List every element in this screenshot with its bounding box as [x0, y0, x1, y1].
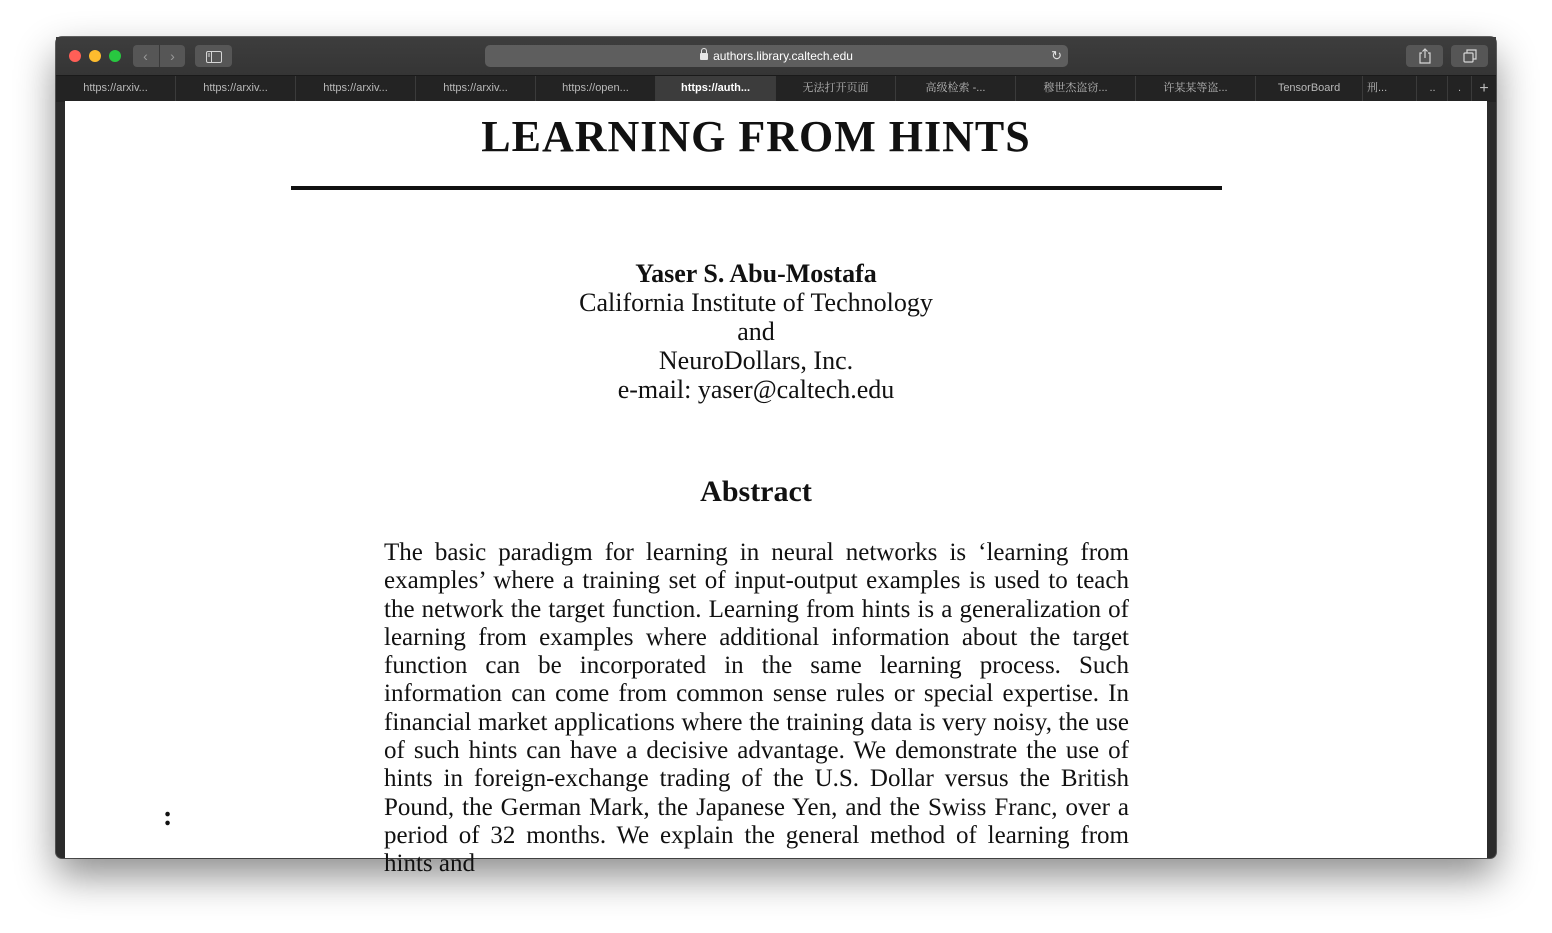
browser-window	[56, 37, 1496, 878]
chevron-right-icon: ›	[170, 48, 175, 64]
tab[interactable]	[1448, 76, 1472, 102]
back-button[interactable]	[133, 45, 158, 67]
forward-button[interactable]	[160, 45, 185, 67]
tab[interactable]	[1136, 76, 1256, 102]
abstract-heading: Abstract	[700, 475, 812, 508]
tab-label: .	[1457, 82, 1462, 94]
tabs-overview-icon	[1463, 49, 1477, 63]
tab-label: https://auth...	[680, 82, 751, 94]
tab[interactable]	[176, 76, 296, 102]
tab[interactable]	[296, 76, 416, 102]
title-bar	[56, 37, 1496, 75]
chevron-left-icon: ‹	[143, 48, 148, 64]
plus-icon: +	[1479, 80, 1489, 97]
address-bar[interactable]	[485, 45, 1068, 67]
affiliation-and: and	[737, 317, 775, 346]
tabs-overview-button[interactable]	[1451, 45, 1488, 67]
affiliation-caltech: California Institute of Technology	[579, 288, 933, 317]
paper-title: LEARNING FROM HINTS	[481, 112, 1031, 161]
tab-label: ..	[1429, 82, 1436, 94]
tab[interactable]	[1256, 76, 1363, 102]
abstract-text: The basic paradigm for learning in neural networks is ‘learning from examples’ where a training set of input-output examples is used to teach the network the target function. Learning from hints is a generalization of learning from examples where additional information about the target function can be incorporated in the same learning process. Such information can come from common sense rules or special expertise. In financial market applications where the training data is very noisy, the use of such hints can have a decisive advantage. We demonstrate the use of hints in foreign-exchange trading of the U.S. Dollar versus the British Pound, the German Mark, the Japanese Yen, and the Swiss Franc, over a period of 32 months. We explain the general method of learning from hints and	[384, 539, 1129, 878]
tab-label: https://arxiv...	[323, 82, 388, 94]
tab[interactable]	[1016, 76, 1136, 102]
tab[interactable]	[1418, 76, 1448, 102]
tab[interactable]	[896, 76, 1016, 102]
tab-active[interactable]	[656, 76, 776, 102]
sidebar-icon	[206, 51, 222, 63]
title-rule	[291, 186, 1222, 190]
author-block	[65, 259, 1447, 404]
tab-bar	[56, 75, 1496, 102]
tab[interactable]	[56, 76, 176, 102]
tab[interactable]	[416, 76, 536, 102]
tab-label: 许某某等盗...	[1163, 82, 1228, 94]
tab-label: 刑...	[1367, 82, 1388, 94]
tab-label: https://arxiv...	[203, 82, 268, 94]
new-tab-button[interactable]	[1471, 76, 1496, 102]
tab-label: https://open...	[562, 82, 629, 94]
tab-label: 无法打开页面	[802, 82, 869, 94]
margin-mark: :	[163, 801, 173, 832]
share-button[interactable]	[1406, 45, 1443, 67]
share-icon	[1418, 48, 1432, 64]
sidebar-toggle-button[interactable]	[195, 45, 232, 67]
tab[interactable]	[776, 76, 896, 102]
affiliation-neurodollars: NeuroDollars, Inc.	[658, 346, 854, 375]
navigation-buttons	[133, 45, 185, 67]
address-text: authors.library.caltech.edu	[713, 49, 853, 63]
tab-label: 穆世杰盗窃...	[1043, 82, 1108, 94]
close-window-button[interactable]	[69, 50, 81, 62]
lock-icon	[700, 53, 708, 60]
address-text-container	[485, 45, 1068, 67]
page-content[interactable]	[65, 101, 1487, 878]
tab-label: 高级检索 -...	[925, 82, 986, 94]
minimize-window-button[interactable]	[89, 50, 101, 62]
tab[interactable]	[536, 76, 656, 102]
tab-label: TensorBoard	[1277, 82, 1341, 94]
tab[interactable]	[1363, 76, 1417, 102]
reload-icon[interactable]: ↻	[1051, 48, 1062, 63]
tab-label: https://arxiv...	[443, 82, 508, 94]
author-email: e-mail: yaser@caltech.edu	[617, 375, 895, 404]
maximize-window-button[interactable]	[109, 50, 121, 62]
author-name: Yaser S. Abu-Mostafa	[635, 259, 877, 288]
tab-label: https://arxiv...	[83, 82, 148, 94]
